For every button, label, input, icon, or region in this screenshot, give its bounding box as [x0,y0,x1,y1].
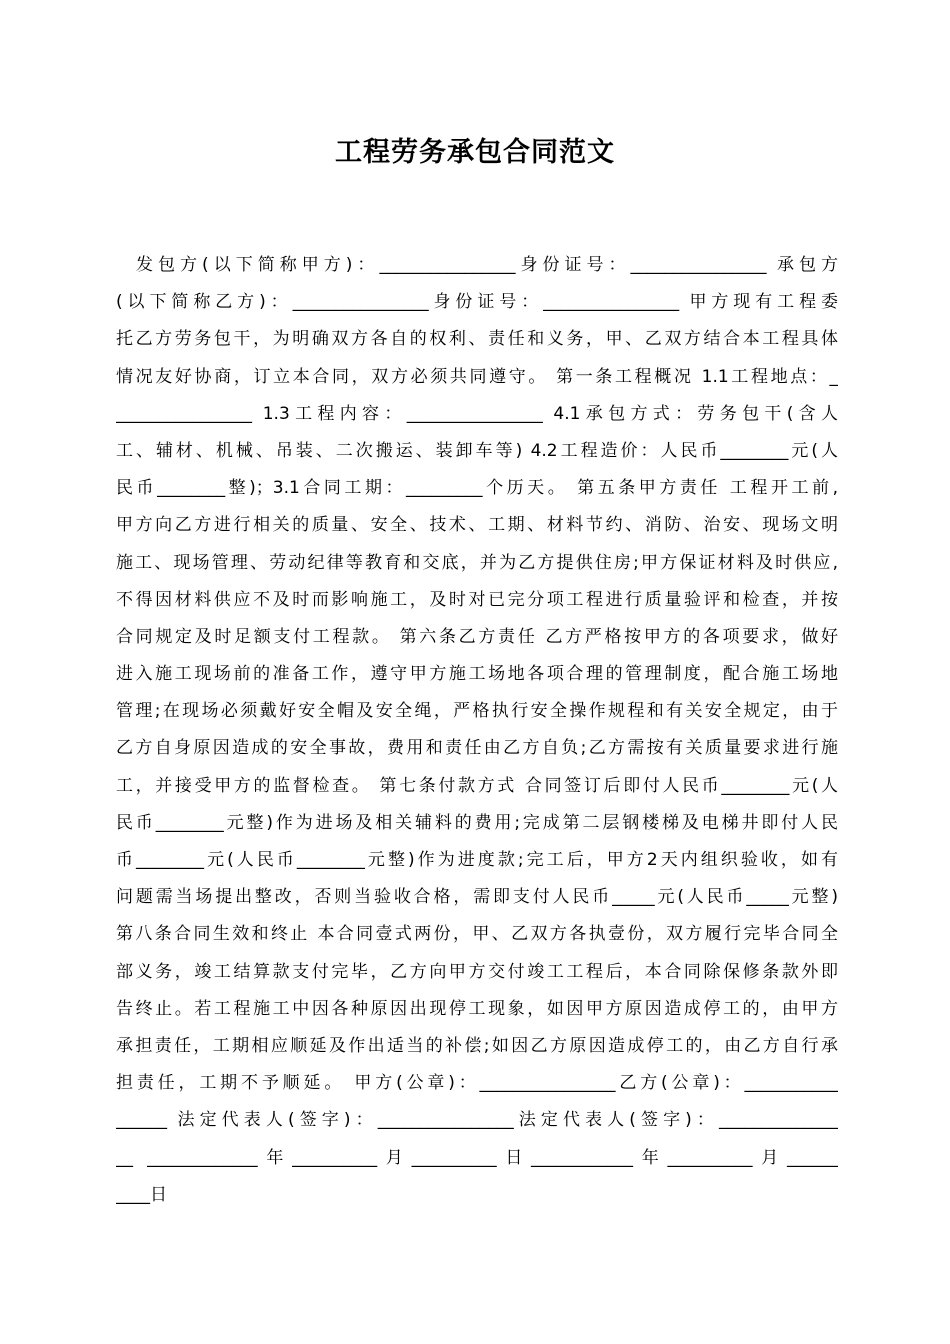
paragraph-line: 合同规定及时足额支付工程款。 第六条乙方责任 乙方严格按甲方的各项要求，做好 [116,626,838,647]
document-body [116,247,838,1214]
paragraph-line: ________________ 1.3工程内容：________________ 4.1承包方式：劳务包干(含人 [116,403,838,424]
paragraph-line: 施工、现场管理、劳动纪律等教育和交底，并为乙方提供住房;甲方保证材料及时供应, [116,552,838,573]
paragraph-line: 乙方自身原因造成的安全事故，费用和责任由乙方自负;乙方需按有关质量要求进行施 [116,738,838,759]
paragraph-line: 部义务，竣工结算款支付完毕，乙方向甲方交付竣工工程后，本合同除保修条款外即 [116,961,838,982]
paragraph-line: ______ 法定代表人(签字)：________________法定代表人(签字)：______________ [116,1110,838,1131]
paragraph-line: __ _____________年__________月__________日____________年__________月______ [116,1147,838,1168]
paragraph-line: 第八条合同生效和终止 本合同壹式两份，甲、乙双方各执壹份，双方履行完毕合同全 [116,924,838,945]
paragraph-line: 工，并接受甲方的监督检查。 第七条付款方式 合同签订后即付人民币________元(人 [116,775,838,796]
paragraph-line: 问题需当场提出整改，否则当验收合格，需即支付人民币_____元(人民币_____元整) [116,887,838,908]
paragraph-line: 甲方向乙方进行相关的质量、安全、技术、工期、材料节约、消防、治安、现场文明 [116,515,838,536]
paragraph-line: 民币________元整)作为进场及相关辅料的费用;完成第二层钢楼梯及电梯井即付人民 [116,812,838,833]
paragraph-line: 币________元(人民币________元整)作为进度款;完工后，甲方2天内组织验收，如有 [116,850,838,870]
paragraph-line: 工、辅材、机械、吊装、二次搬运、装卸车等) 4.2工程造价：人民币________元(人 [116,440,838,461]
paragraph-line: 托乙方劳务包干，为明确双方各自的权利、责任和义务，甲、乙双方结合本工程具体 [116,329,838,350]
paragraph-line: 承担责任，工期相应顺延及作出适当的补偿;如因乙方原因造成停工的，由乙方自行承 [116,1035,838,1056]
paragraph-line: 告终止。若工程施工中因各种原因出现停工现象，如因甲方原因造成停工的，由甲方 [116,998,838,1019]
paragraph-line: 管理;在现场必须戴好安全帽及安全绳，严格执行安全操作规程和有关安全规定，由于 [116,701,838,722]
paragraph-line: (以下简称乙方)：________________身份证号：________________ 甲方现有工程委 [116,292,838,313]
document-title: 工程劳务承包合同范文 [335,137,615,168]
paragraph-line: ____日 [116,1184,167,1205]
paragraph-line: 进入施工现场前的准备工作，遵守甲方施工场地各项合理的管理制度，配合施工场地 [116,664,838,685]
paragraph-line: 不得因材料供应不及时而影响施工，及时对已完分项工程进行质量验评和检查，并按 [116,589,838,610]
paragraph-line: 民币________整)；3.1合同工期：_________个历天。 第五条甲方责任 工程开工前, [116,478,838,499]
paragraph-line: 情况友好协商，订立本合同，双方必须共同遵守。 第一条工程概况 1.1工程地点：_ [116,366,838,387]
paragraph-line: 发包方(以下简称甲方)：________________身份证号：________________ 承包方 [136,255,838,275]
paragraph-line: 担责任，工期不予顺延。 甲方(公章)：________________乙方(公章)：___________ [116,1073,838,1094]
